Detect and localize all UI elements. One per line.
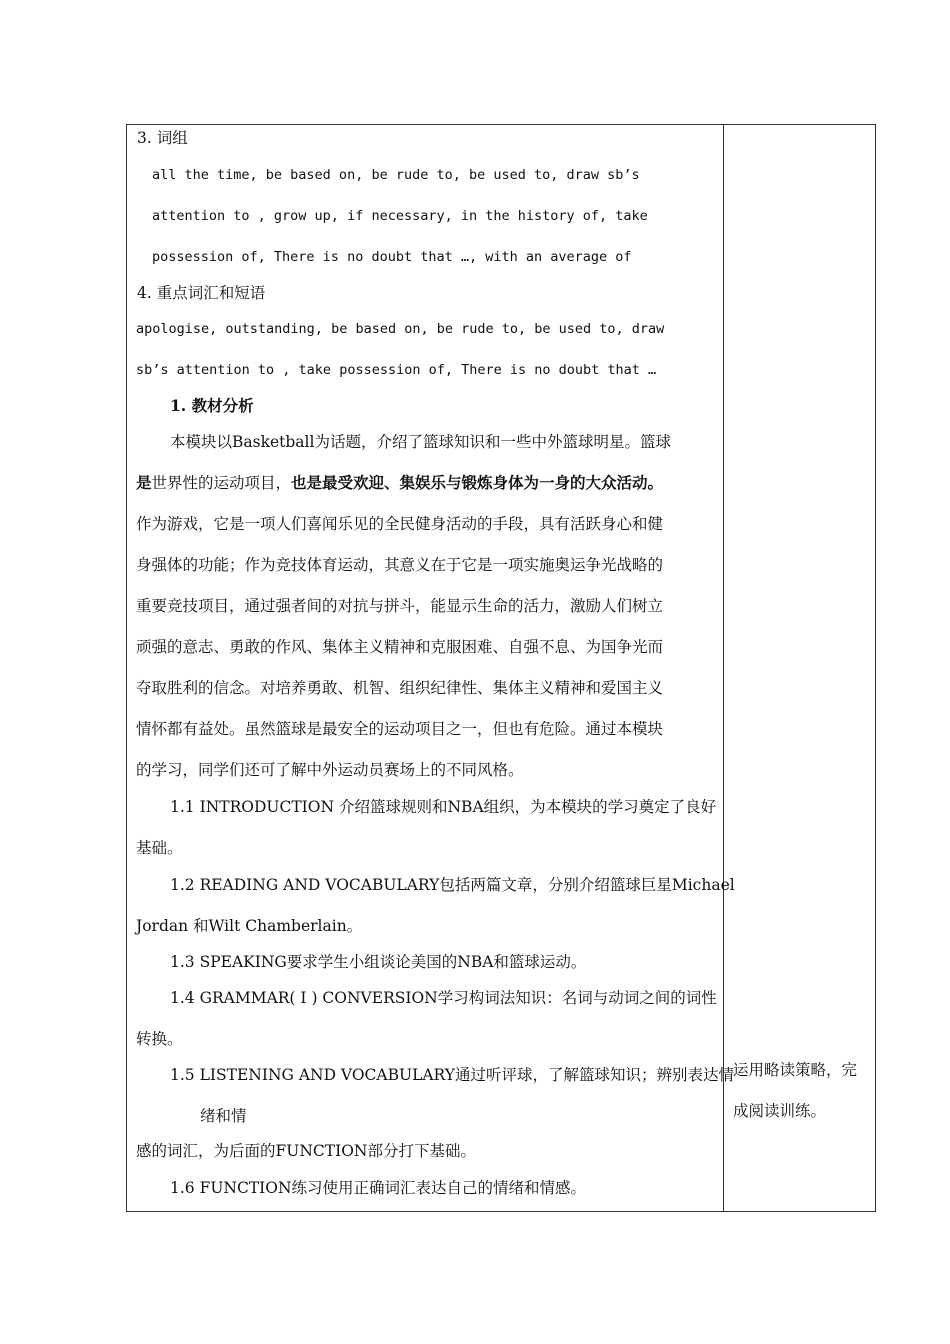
- vocab-line-2: sb’s attention to , take possession of, There is no doubt that …: [136, 362, 657, 378]
- phrase-line-3: possession of, There is no doubt that …, with an average of: [152, 249, 632, 265]
- analysis-normal-part: 世界性的运动项目，: [151, 474, 292, 492]
- analysis-bold-start: 是: [136, 473, 152, 492]
- column-divider: [723, 125, 724, 1211]
- item-1-5: 1.5 LISTENING AND VOCABULARY通过听评球，了解篮球知识；辨别表达情: [170, 1066, 734, 1084]
- side-note-line-2: 成阅读训练。: [733, 1102, 827, 1120]
- item-1-4: 1.4 GRAMMAR( I ) CONVERSION学习构词法知识：名词与动词之间的词性: [170, 989, 717, 1007]
- item-1-4-cont: 转换。: [136, 1030, 183, 1048]
- analysis-line-1: 本模块以Basketball为话题，介绍了篮球知识和一些中外篮球明星。篮球: [170, 433, 671, 451]
- item-1-3: 1.3 SPEAKING要求学生小组谈论美国的NBA和篮球运动。: [170, 953, 587, 971]
- item-1-2-cont: Jordan 和Wilt Chamberlain。: [136, 917, 363, 935]
- section4-heading: 4. 重点词汇和短语: [137, 284, 266, 302]
- phrase-line-2: attention to , grow up, if necessary, in the history of, take: [152, 208, 648, 224]
- phrase-line-1: all the time, be based on, be rude to, be used to, draw sb’s: [152, 167, 640, 183]
- item-1-1: 1.1 INTRODUCTION 介绍篮球规则和NBA组织，为本模块的学习奠定了良好: [170, 798, 717, 816]
- analysis-line-5: 重要竞技项目，通过强者间的对抗与拼斗，能显示生命的活力，激励人们树立: [136, 597, 664, 615]
- analysis-line-9: 的学习，同学们还可了解中外运动员赛场上的不同风格。: [136, 761, 524, 779]
- item-1-6: 1.6 FUNCTION练习使用正确词汇表达自己的情绪和情感。: [170, 1179, 587, 1197]
- analysis-line-3: 作为游戏，它是一项人们喜闻乐见的全民健身活动的手段，具有活跃身心和健: [136, 515, 664, 533]
- item-1-5-cont2: 感的词汇，为后面的FUNCTION部分打下基础。: [136, 1142, 476, 1160]
- analysis-line-8: 情怀都有益处。虽然篮球是最安全的运动项目之一，但也有危险。通过本模块: [136, 720, 664, 738]
- analysis-line-6: 顽强的意志、勇敢的作风、集体主义精神和克服困难、自强不息、为国争光而: [136, 638, 664, 656]
- item-1-5-cont: 绪和情: [200, 1107, 247, 1125]
- analysis-bold-end: 也是最受欢迎、集娱乐与锻炼身体为一身的大众活动。: [291, 473, 664, 492]
- item-1-2: 1.2 READING AND VOCABULARY包括两篇文章，分别介绍篮球巨星Michael: [170, 876, 735, 894]
- analysis-heading: 1. 教材分析: [170, 396, 254, 415]
- vocab-line-1: apologise, outstanding, be based on, be rude to, be used to, draw: [136, 321, 665, 337]
- analysis-line-4: 身强体的功能；作为竞技体育运动，其意义在于它是一项实施奥运争光战略的: [136, 556, 664, 574]
- item-1-1-cont: 基础。: [136, 839, 183, 857]
- analysis-line-7: 夺取胜利的信念。对培养勇敢、机智、组织纪律性、集体主义精神和爱国主义: [136, 679, 664, 697]
- section3-heading: 3. 词组: [137, 129, 188, 147]
- analysis-line-2: [136, 473, 663, 493]
- side-note-line-1: 运用略读策略，完: [733, 1061, 858, 1079]
